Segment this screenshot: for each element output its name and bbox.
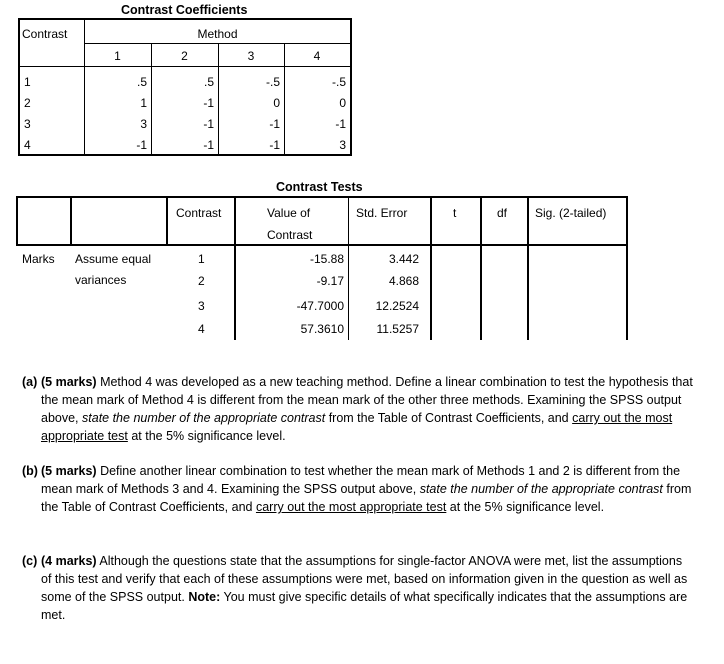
contrast-header: Contrast xyxy=(22,27,68,41)
method-column-2: 2 xyxy=(181,49,188,63)
coef-cell: .5 xyxy=(203,75,214,89)
row-contrast-4: 4 xyxy=(24,138,31,152)
marks: (4 marks) xyxy=(41,554,97,568)
method-column-1: 1 xyxy=(114,49,121,63)
test-row-value: 57.3610 xyxy=(300,322,344,336)
test-row-contrast: 4 xyxy=(198,322,205,336)
table-border xyxy=(70,196,72,246)
question-italic: state the number of the appropriate contrast xyxy=(419,482,663,496)
value-header-line2: Contrast xyxy=(267,228,313,242)
coef-cell: 3 xyxy=(339,138,346,152)
question-text: from the Table of Contrast Coefficients, and xyxy=(325,411,573,425)
test-row-value: -9.17 xyxy=(316,274,344,288)
test-row-contrast: 2 xyxy=(198,274,205,288)
method-column-4: 4 xyxy=(313,49,321,63)
coef-cell: 0 xyxy=(339,96,346,110)
coef-cell: -1 xyxy=(269,138,280,152)
question-underline: carry out the most appropriate test xyxy=(41,411,673,443)
test-row-contrast: 3 xyxy=(198,299,205,313)
table-border xyxy=(16,196,18,246)
question-text: at the 5% significance level. xyxy=(127,429,286,443)
table-border xyxy=(350,18,352,156)
question-label: (a) xyxy=(22,375,38,389)
std-error-header: Std. Error xyxy=(356,206,408,220)
question-text: from the Table of Contrast Coefficients, and xyxy=(41,482,692,514)
coef-cell: -.5 xyxy=(331,75,346,89)
coef-cell: -1 xyxy=(269,117,280,131)
sig-header: Sig. (2-tailed) xyxy=(535,206,607,220)
test-row-std-error: 4.868 xyxy=(388,274,419,288)
table-border xyxy=(18,154,352,156)
coef-cell: -1 xyxy=(136,138,147,152)
table-border xyxy=(16,244,628,246)
question-text: at the 5% significance level. xyxy=(446,500,605,514)
table-border xyxy=(18,92,20,156)
table-border xyxy=(18,66,352,67)
table-border xyxy=(480,196,482,340)
marks-label: Marks xyxy=(22,252,55,266)
coef-cell: .5 xyxy=(136,75,147,89)
question-text: Define another linear combination to test whether the mean mark of Methods 1 and 2 is different from the mean mark of Methods 3 and 4. Examining the SPSS output above, xyxy=(41,464,681,496)
value-header-line1: Value of xyxy=(267,206,311,220)
marks: (5 marks) xyxy=(41,375,97,389)
tests-contrast-header: Contrast xyxy=(176,206,222,220)
question-text: Method 4 was developed as a new teaching method. Define a linear combination to test the hypothesis that the mean mark of Method 4 is different from the mean mark of the other three methods. Examining the SPSS output above, xyxy=(41,375,693,425)
method-column-3: 3 xyxy=(247,49,255,63)
t-header: t xyxy=(453,206,457,220)
test-row-contrast: 1 xyxy=(198,252,205,266)
question-label: (b) xyxy=(22,464,38,478)
variance-label-line1: Assume equal xyxy=(75,252,152,266)
test-row-value: -15.88 xyxy=(309,252,344,266)
table-border xyxy=(626,196,628,340)
row-contrast-3: 3 xyxy=(24,117,31,131)
df-header: df xyxy=(497,206,508,220)
test-row-value: -47.7000 xyxy=(296,299,344,313)
table-border xyxy=(527,196,529,340)
tests-title: Contrast Tests xyxy=(276,180,363,194)
table-border xyxy=(18,18,352,20)
coef-cell: 3 xyxy=(140,117,147,131)
question-label: (c) xyxy=(22,554,38,568)
table-border xyxy=(166,196,168,246)
coef-cell: -1 xyxy=(203,138,214,152)
table-border xyxy=(430,196,432,340)
question-a xyxy=(22,373,694,445)
question-note: Note: xyxy=(188,590,221,604)
table-border xyxy=(84,43,350,44)
question-text: Although the questions state that the assumptions for single-factor ANOVA were met, list the assumptions of this test and verify that each of these assumptions were met, based on information given in the question as well as some of the SPSS output. xyxy=(41,554,688,604)
row-contrast-2: 2 xyxy=(24,96,31,110)
coef-cell: -1 xyxy=(203,96,214,110)
question-underline: carry out the most appropriate test xyxy=(255,500,447,514)
test-row-std-error: 11.5257 xyxy=(376,322,419,336)
coef-cell: 0 xyxy=(273,96,280,110)
question-italic: state the number of the appropriate contrast xyxy=(82,411,326,425)
test-row-std-error: 3.442 xyxy=(388,252,419,266)
question-text: You must give specific details of what specifically indicates that the assumptions are met. xyxy=(41,590,688,622)
question-c xyxy=(22,552,694,624)
coefficients-title: Contrast Coefficients xyxy=(121,3,248,17)
table-border xyxy=(16,196,628,198)
variance-label-line2: variances xyxy=(75,273,127,287)
test-row-std-error: 12.2524 xyxy=(375,299,419,313)
marks: (5 marks) xyxy=(41,464,97,478)
coef-cell: 1 xyxy=(140,96,147,110)
coef-cell: -1 xyxy=(203,117,214,131)
coef-cell: -1 xyxy=(335,117,346,131)
method-header: Method xyxy=(197,27,238,41)
table-border xyxy=(234,196,236,340)
table-border xyxy=(348,196,349,340)
row-contrast-1: 1 xyxy=(24,75,31,89)
coef-cell: -.5 xyxy=(265,75,280,89)
question-b xyxy=(22,462,694,516)
